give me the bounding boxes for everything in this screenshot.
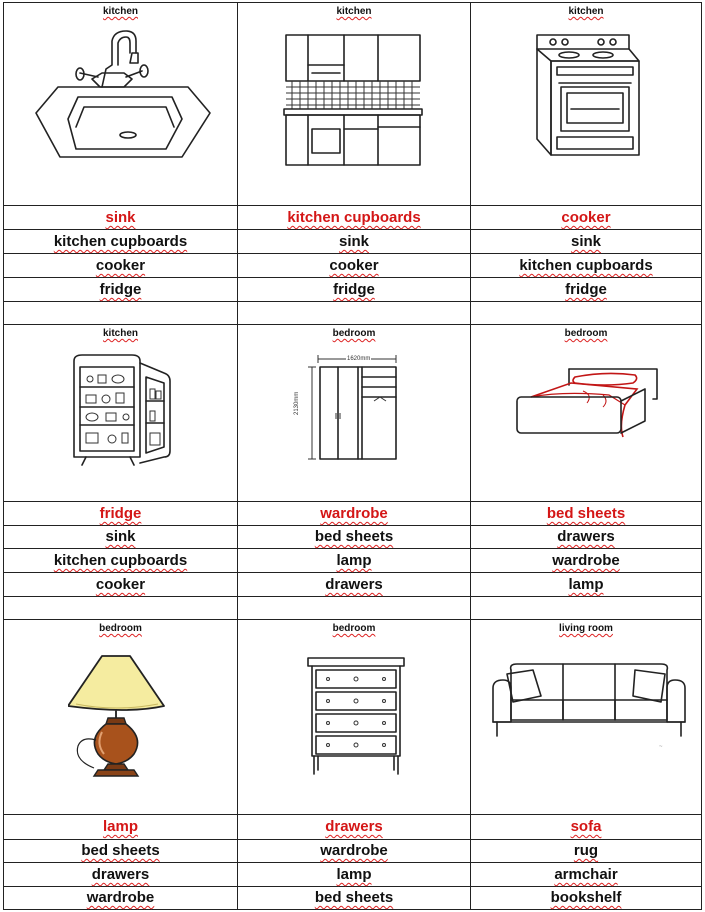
answer-cell bbox=[4, 502, 237, 526]
choice-word: wardrobe bbox=[320, 842, 388, 859]
room-label: kitchen bbox=[568, 6, 604, 17]
wardrobe-icon bbox=[306, 351, 406, 467]
answer-word: sink bbox=[105, 209, 136, 226]
choice-cell bbox=[471, 887, 701, 910]
answer-cell bbox=[238, 502, 470, 526]
answer-word: kitchen cupboards bbox=[287, 209, 421, 226]
answer-word: sofa bbox=[570, 818, 602, 835]
choice-word: cooker bbox=[95, 257, 146, 274]
width-dimension-label: 1620mm bbox=[347, 356, 371, 362]
lamp-icon bbox=[68, 650, 178, 782]
bed-sheets-icon bbox=[513, 365, 661, 449]
choice-cell bbox=[238, 254, 470, 278]
choice-cell bbox=[238, 549, 470, 573]
choice-word: wardrobe bbox=[552, 552, 620, 569]
answer-word: cooker bbox=[561, 209, 611, 226]
choice-word: kitchen cupboards bbox=[519, 257, 653, 274]
choice-cell bbox=[4, 840, 237, 863]
choice-word: sink bbox=[570, 233, 601, 250]
choice-cell bbox=[471, 230, 701, 254]
choice-cell bbox=[238, 863, 470, 887]
choice-word: fridge bbox=[99, 281, 142, 298]
answer-cell bbox=[238, 206, 470, 230]
choice-cell bbox=[471, 840, 701, 863]
answer-cell bbox=[4, 206, 237, 230]
room-label: kitchen bbox=[102, 6, 138, 17]
kitchen-cupboards-icon bbox=[282, 31, 426, 171]
vocabulary-worksheet-table bbox=[3, 2, 702, 910]
choice-cell bbox=[4, 526, 237, 549]
answer-word: fridge bbox=[99, 505, 142, 522]
answer-cell bbox=[471, 206, 701, 230]
room-label: bedroom bbox=[99, 623, 142, 634]
choice-cell bbox=[238, 887, 470, 910]
height-dimension-label: 2130mm bbox=[294, 391, 300, 415]
choice-word: fridge bbox=[333, 281, 375, 298]
choice-word: bed sheets bbox=[314, 528, 394, 545]
answer-cell bbox=[471, 502, 701, 526]
picture-cell bbox=[471, 620, 701, 814]
room-label: kitchen bbox=[336, 6, 372, 17]
room-label: bedroom bbox=[332, 623, 376, 634]
choice-cell bbox=[471, 549, 701, 573]
room-label: bedroom bbox=[564, 328, 608, 339]
choice-word: drawers bbox=[557, 528, 615, 545]
picture-cell bbox=[238, 325, 470, 501]
choice-word: rug bbox=[573, 842, 599, 859]
choice-word: bookshelf bbox=[550, 889, 622, 906]
choice-word: wardrobe bbox=[86, 889, 155, 906]
room-label: kitchen bbox=[102, 328, 138, 339]
choice-word: fridge bbox=[565, 281, 607, 298]
table-border bbox=[701, 2, 702, 910]
choice-cell bbox=[4, 278, 237, 302]
choice-cell bbox=[4, 863, 237, 887]
choice-word: drawers bbox=[91, 866, 150, 883]
answer-word: wardrobe bbox=[320, 505, 388, 522]
choice-cell bbox=[4, 887, 237, 910]
choice-word: lamp bbox=[336, 866, 372, 883]
choice-cell bbox=[471, 526, 701, 549]
choice-word: lamp bbox=[336, 552, 372, 569]
choice-cell bbox=[471, 278, 701, 302]
room-label: bedroom bbox=[332, 328, 376, 339]
choice-word: bed sheets bbox=[314, 889, 394, 906]
drawers-icon bbox=[304, 654, 408, 778]
choice-cell bbox=[238, 573, 470, 597]
choice-word: armchair bbox=[554, 866, 618, 883]
choice-word: cooker bbox=[329, 257, 379, 274]
answer-word: drawers bbox=[325, 818, 383, 835]
fridge-icon bbox=[66, 351, 176, 475]
choice-cell bbox=[4, 549, 237, 573]
answer-cell bbox=[471, 815, 701, 840]
room-label: living room bbox=[559, 623, 613, 634]
svg-text:~: ~ bbox=[659, 744, 663, 750]
choice-cell bbox=[4, 230, 237, 254]
answer-cell bbox=[4, 815, 237, 840]
cooker-icon bbox=[531, 29, 643, 163]
choice-cell bbox=[4, 573, 237, 597]
choice-cell bbox=[4, 254, 237, 278]
choice-cell bbox=[238, 230, 470, 254]
choice-cell bbox=[238, 278, 470, 302]
choice-cell bbox=[471, 254, 701, 278]
choice-cell bbox=[471, 863, 701, 887]
choice-word: bed sheets bbox=[81, 842, 160, 859]
picture-cell bbox=[238, 3, 470, 205]
choice-word: sink bbox=[338, 233, 369, 250]
answer-word: bed sheets bbox=[546, 505, 626, 522]
choice-cell bbox=[238, 840, 470, 863]
choice-word: kitchen cupboards bbox=[53, 233, 188, 250]
sink-icon bbox=[32, 27, 212, 167]
picture-cell bbox=[471, 325, 701, 501]
choice-word: drawers bbox=[325, 576, 383, 593]
picture-cell bbox=[238, 620, 470, 814]
picture-cell bbox=[4, 620, 237, 814]
sofa-icon bbox=[489, 660, 689, 756]
picture-cell bbox=[471, 3, 701, 205]
answer-word: lamp bbox=[102, 818, 138, 835]
choice-word: kitchen cupboards bbox=[53, 552, 188, 569]
choice-word: sink bbox=[105, 528, 136, 545]
picture-cell bbox=[4, 3, 237, 205]
choice-word: lamp bbox=[568, 576, 604, 593]
choice-cell bbox=[471, 573, 701, 597]
choice-cell bbox=[238, 526, 470, 549]
picture-cell bbox=[4, 325, 237, 501]
choice-word: cooker bbox=[95, 576, 146, 593]
answer-cell bbox=[238, 815, 470, 840]
